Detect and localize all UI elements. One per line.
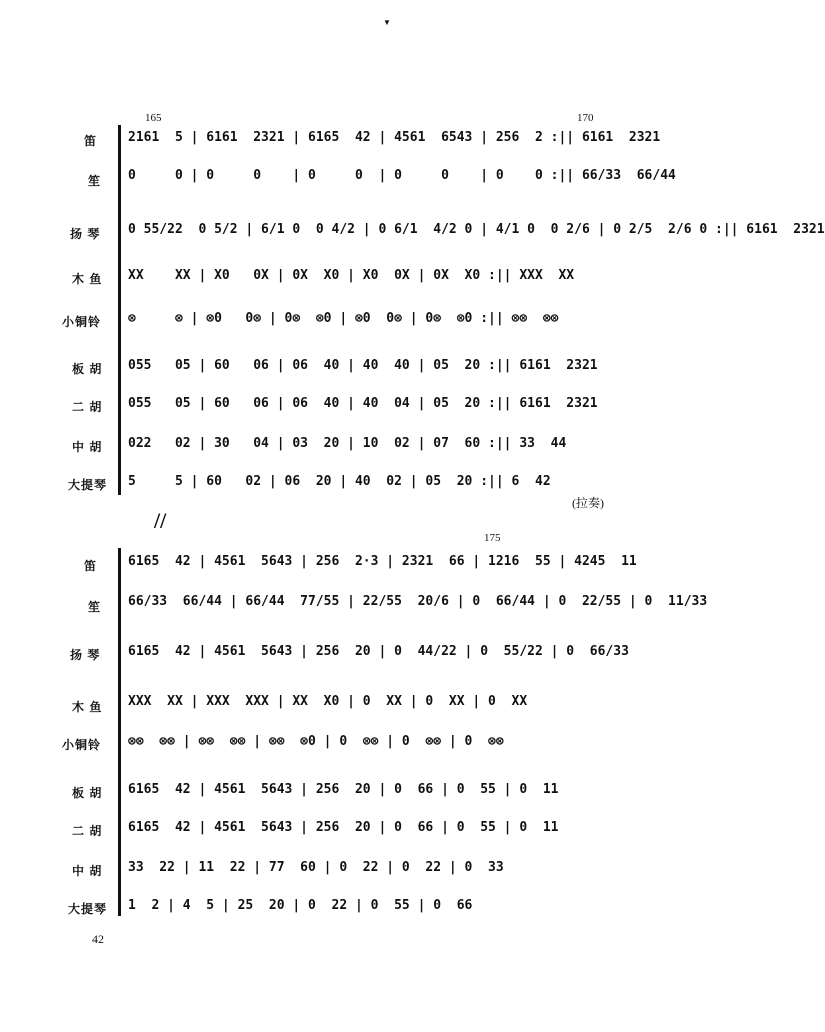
section-break-mark: // <box>154 508 167 533</box>
system2-line-banhu: 6165 42 | 4561 5643 | 256 20 | 0 66 | 0 55 | 0 11 <box>128 782 559 797</box>
stray-mark: ▼ <box>383 18 391 27</box>
label-muyu-2: 木 鱼 <box>72 700 103 714</box>
system1-line-banhu: 055 05 | 60 06 | 06 40 | 40 40 | 05 20 :|| 6161 2321 <box>128 358 598 373</box>
note-lazou: (拉奏) <box>572 496 604 510</box>
label-sheng-2: 笙 <box>88 600 102 614</box>
system2-line-xiaotongling: ⊗⊗ ⊗⊗ | ⊗⊗ ⊗⊗ | ⊗⊗ ⊗0 | 0 ⊗⊗ | 0 ⊗⊗ | 0 ⊗⊗ <box>128 734 504 749</box>
system1-line-sheng: 0 0 | 0 0 | 0 0 | 0 0 | 0 0 :|| 66/33 66/44 <box>128 168 676 183</box>
system1-line-zhonghu: 022 02 | 30 04 | 03 20 | 10 02 | 07 60 :|| 33 44 <box>128 436 567 451</box>
system2-line-zhonghu: 33 22 | 11 22 | 77 60 | 0 22 | 0 22 | 0 33 <box>128 860 504 875</box>
system2-line-di: 6165 42 | 4561 5643 | 256 2·3 | 2321 66 | 1216 55 | 4245 11 <box>128 554 637 569</box>
system2-line-sheng: 66/33 66/44 | 66/44 77/55 | 22/55 20/6 | 0 66/44 | 0 22/55 | 0 11/33 <box>128 594 708 609</box>
label-banhu-2: 板 胡 <box>72 786 103 800</box>
label-daqinqin: 大提琴 <box>68 478 108 492</box>
system2-line-yangqin: 6165 42 | 4561 5643 | 256 20 | 0 44/22 | 0 55/22 | 0 66/33 <box>128 644 629 659</box>
system-2-barline <box>118 548 121 916</box>
label-muyu: 木 鱼 <box>72 272 103 286</box>
bar-number-170: 170 <box>577 112 594 124</box>
system1-line-erhu: 055 05 | 60 06 | 06 40 | 40 04 | 05 20 :|| 6161 2321 <box>128 396 598 411</box>
label-di-2: 笛 <box>84 559 98 573</box>
system1-line-di: 2161 5 | 6161 2321 | 6165 42 | 4561 6543 | 256 2 :|| 6161 2321 <box>128 130 661 145</box>
label-yangqin: 扬 琴 <box>70 227 101 241</box>
system2-line-erhu: 6165 42 | 4561 5643 | 256 20 | 0 66 | 0 55 | 0 11 <box>128 820 559 835</box>
label-erhu: 二 胡 <box>72 400 103 414</box>
label-zhonghu-2: 中 胡 <box>72 864 103 878</box>
label-xiaotongling-2: 小铜铃 <box>62 738 102 752</box>
system-1-barline <box>118 125 121 495</box>
label-yangqin-2: 扬 琴 <box>70 648 101 662</box>
bar-number-175: 175 <box>484 532 501 544</box>
bar-number-165: 165 <box>145 112 162 124</box>
label-erhu-2: 二 胡 <box>72 824 103 838</box>
system1-line-xiaotongling: ⊗ ⊗ | ⊗0 0⊗ | 0⊗ ⊗0 | ⊗0 0⊗ | 0⊗ ⊗0 :|| ⊗⊗ ⊗⊗ <box>128 311 559 326</box>
system2-line-daqinqin: 1 2 | 4 5 | 25 20 | 0 22 | 0 55 | 0 66 <box>128 898 473 913</box>
system1-line-yangqin: 0 55/22 0 5/2 | 6/1 0 0 4/2 | 0 6/1 4/2 0 | 4/1 0 0 2/6 | 0 2/5 2/6 0 :|| 6161 2321 <box>128 222 825 237</box>
label-xiaotongling: 小铜铃 <box>62 315 102 329</box>
label-di: 笛 <box>84 134 98 148</box>
label-banhu: 板 胡 <box>72 362 103 376</box>
page-number: 42 <box>92 932 104 946</box>
system2-line-muyu: XXX XX | XXX XXX | XX X0 | 0 XX | 0 XX | 0 XX <box>128 694 528 709</box>
label-sheng: 笙 <box>88 174 102 188</box>
label-zhonghu: 中 胡 <box>72 440 103 454</box>
system1-line-muyu: XX XX | X0 0X | 0X X0 | X0 0X | 0X X0 :|| XXX XX <box>128 268 575 283</box>
label-daqinqin-2: 大提琴 <box>68 902 108 916</box>
system1-line-daqinqin: 5 5 | 60 02 | 06 20 | 40 02 | 05 20 :|| 6 42 <box>128 474 551 489</box>
